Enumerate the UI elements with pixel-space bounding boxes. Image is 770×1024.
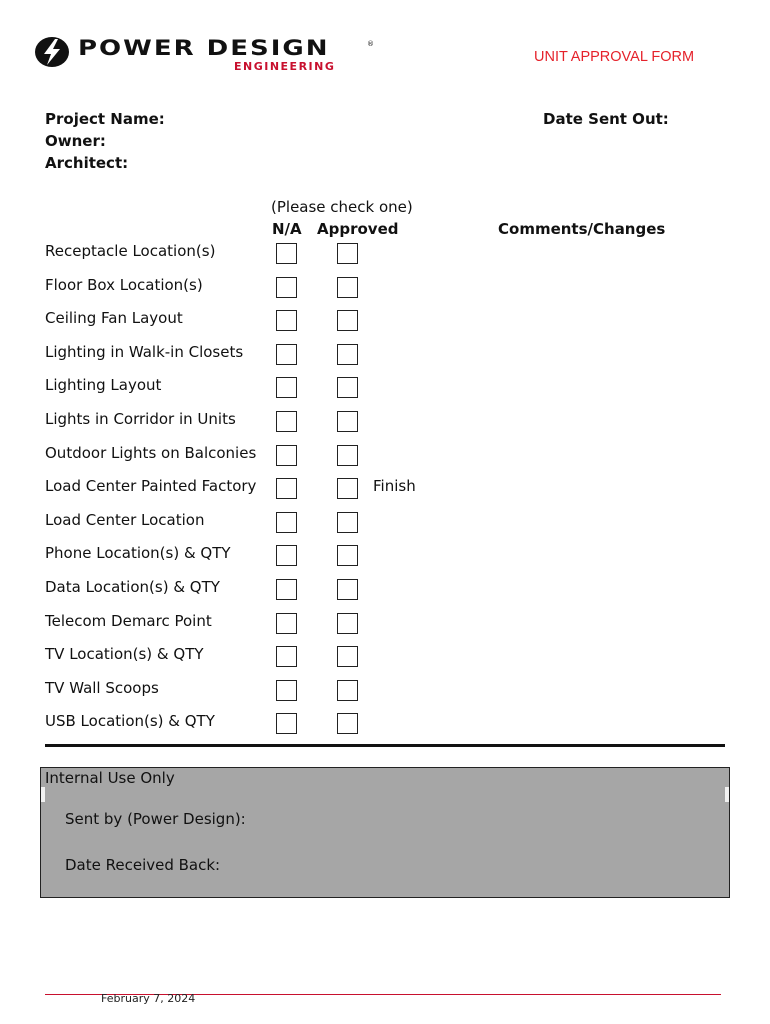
internal-use-panel (40, 767, 730, 898)
owner-label: Owner: (45, 132, 106, 150)
approved-checkbox[interactable] (337, 579, 358, 600)
na-column-header: N/A (272, 220, 302, 238)
lightning-bolt-icon (34, 36, 70, 68)
approved-checkbox[interactable] (337, 680, 358, 701)
internal-use-title: Internal Use Only (45, 769, 175, 787)
checklist-item-label: TV Location(s) & QTY (45, 645, 204, 663)
date-sent-out-label: Date Sent Out: (543, 110, 669, 128)
na-checkbox[interactable] (276, 377, 297, 398)
approved-checkbox[interactable] (337, 344, 358, 365)
checklist-item-label: Data Location(s) & QTY (45, 578, 220, 596)
approved-checkbox[interactable] (337, 478, 358, 499)
date-received-label: Date Received Back: (65, 856, 221, 874)
na-checkbox[interactable] (276, 310, 297, 331)
approved-checkbox[interactable] (337, 310, 358, 331)
approved-checkbox[interactable] (337, 646, 358, 667)
checklist-item-label: Lights in Corridor in Units (45, 410, 236, 428)
checklist-item-label: TV Wall Scoops (45, 679, 159, 697)
na-checkbox[interactable] (276, 713, 297, 734)
na-checkbox[interactable] (276, 411, 297, 432)
na-checkbox[interactable] (276, 478, 297, 499)
approved-checkbox[interactable] (337, 713, 358, 734)
na-checkbox[interactable] (276, 613, 297, 634)
checklist-item-label: Lighting in Walk-in Closets (45, 343, 244, 361)
footer-date: February 7, 2024 (101, 992, 196, 1005)
comments-column-header: Comments/Changes (498, 220, 666, 238)
na-checkbox[interactable] (276, 545, 297, 566)
panel-left-marker (41, 787, 45, 802)
form-title: UNIT APPROVAL FORM (534, 49, 695, 65)
logo-subtitle: ENGINEERING (234, 60, 336, 73)
na-checkbox[interactable] (276, 512, 297, 533)
registered-mark: ® (367, 40, 374, 48)
na-checkbox[interactable] (276, 344, 297, 365)
na-checkbox[interactable] (276, 243, 297, 264)
checklist-item-label: Lighting Layout (45, 376, 162, 394)
checklist-item-label: Receptacle Location(s) (45, 242, 216, 260)
approved-checkbox[interactable] (337, 512, 358, 533)
checklist-item-label: Floor Box Location(s) (45, 276, 203, 294)
na-checkbox[interactable] (276, 579, 297, 600)
approved-checkbox[interactable] (337, 613, 358, 634)
checklist-item-label: Outdoor Lights on Balconies (45, 444, 257, 462)
na-checkbox[interactable] (276, 646, 297, 667)
checklist-item-label: USB Location(s) & QTY (45, 712, 215, 730)
sent-by-label: Sent by (Power Design): (65, 810, 246, 828)
approved-checkbox[interactable] (337, 277, 358, 298)
approved-checkbox[interactable] (337, 243, 358, 264)
checklist-item-note: Finish (373, 477, 416, 495)
checklist-item-label: Telecom Demarc Point (45, 612, 212, 630)
na-checkbox[interactable] (276, 445, 297, 466)
project-name-label: Project Name: (45, 110, 165, 128)
na-checkbox[interactable] (276, 277, 297, 298)
logo-wordmark: POWER DESIGN (78, 36, 330, 61)
checklist-item-label: Load Center Painted Factory (45, 477, 257, 495)
checklist-item-label: Ceiling Fan Layout (45, 309, 183, 327)
architect-label: Architect: (45, 154, 129, 172)
checklist-item-label: Phone Location(s) & QTY (45, 544, 231, 562)
approved-checkbox[interactable] (337, 545, 358, 566)
section-divider (45, 744, 725, 747)
na-checkbox[interactable] (276, 680, 297, 701)
approved-checkbox[interactable] (337, 377, 358, 398)
approved-column-header: Approved (317, 220, 399, 238)
check-one-instruction: (Please check one) (271, 198, 413, 216)
panel-right-marker (725, 787, 729, 802)
approved-checkbox[interactable] (337, 445, 358, 466)
company-logo (34, 36, 379, 76)
approved-checkbox[interactable] (337, 411, 358, 432)
checklist-item-label: Load Center Location (45, 511, 205, 529)
